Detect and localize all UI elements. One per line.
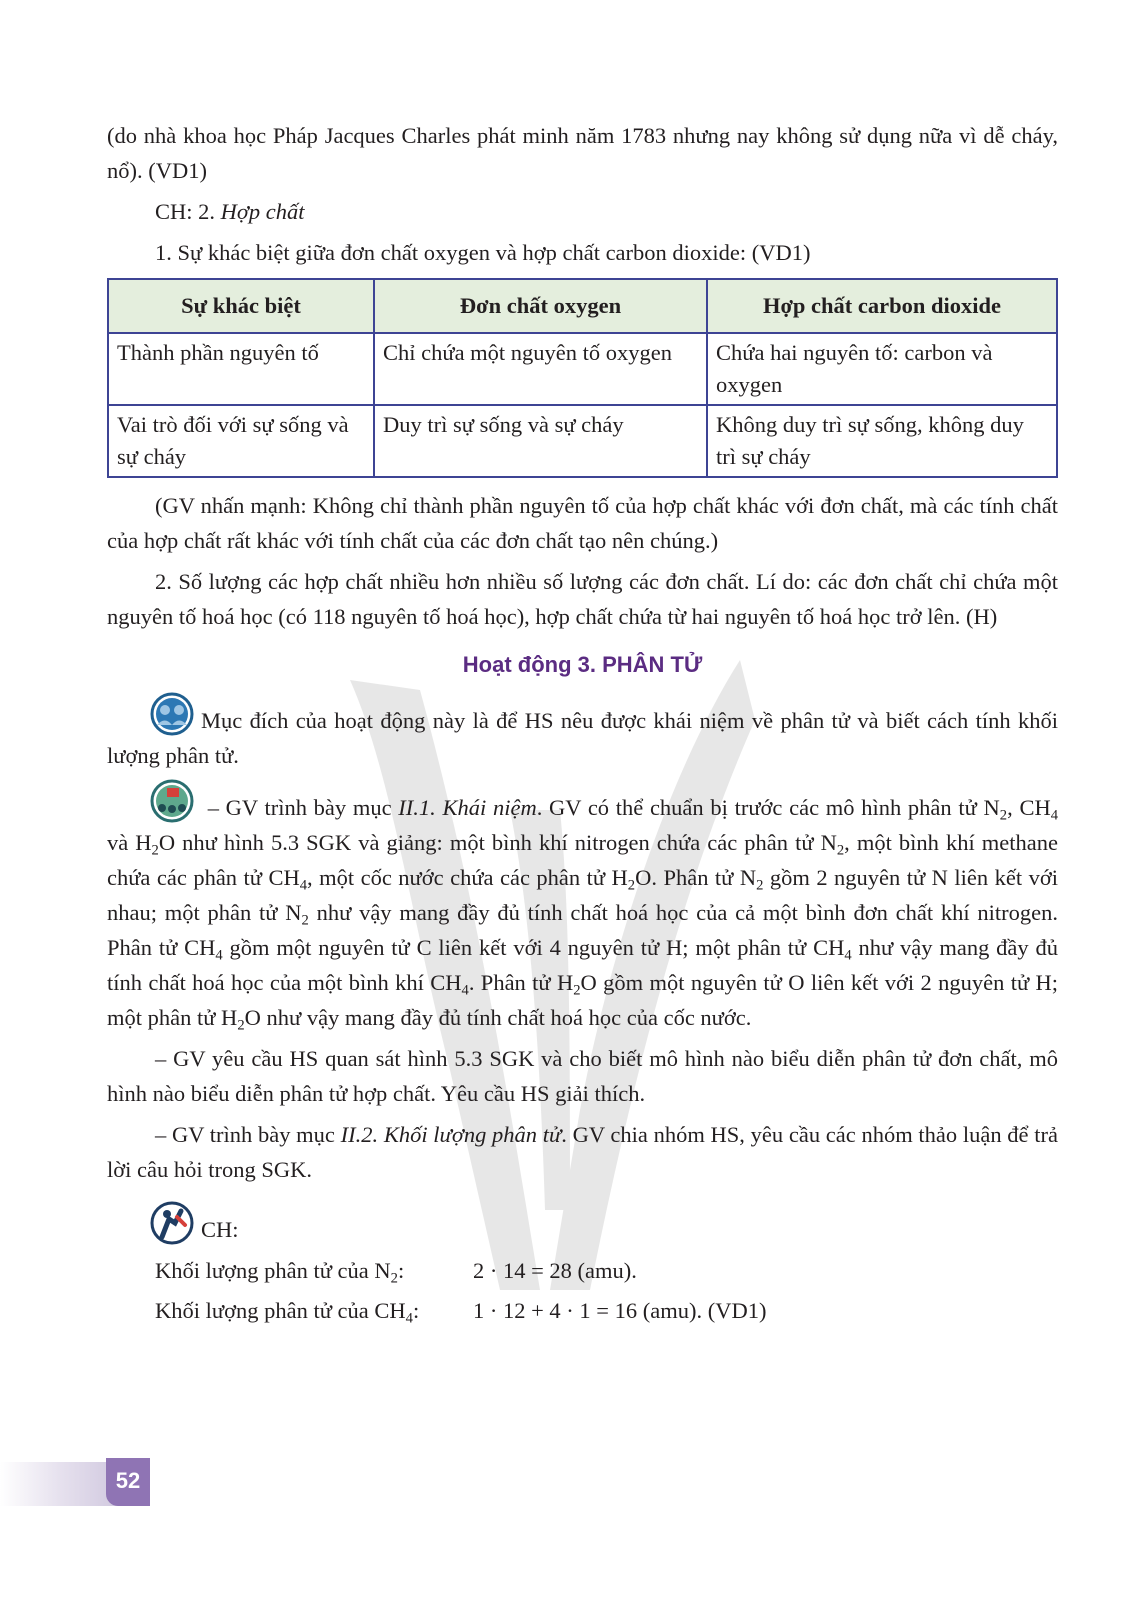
mass-paragraph: – GV trình bày mục II.2. Khối lượng phân tử. GV chia nhóm HS, yêu cầu các nhóm thảo luận để trả lời câu hỏi trong SGK. [107,1122,1058,1182]
activity-title: Hoạt động 3. PHÂN TỬ [462,652,703,677]
ch-answer-heading: CH: [107,1201,1058,1247]
calc-value: 2 · 14 = 28 (amu). [473,1258,637,1283]
table-header: Hợp chất carbon dioxide [707,279,1057,333]
comparison-table [107,278,1058,478]
calc-row-n2: Khối lượng phân tử của $N_2$: 2 · 14 = 28 (amu). [107,1251,1058,1291]
ch-heading: CH: 2. Hợp chất [155,199,305,224]
table-header: Đơn chất oxygen [374,279,707,333]
table-cell: Chứa hai nguyên tố: carbon và oxygen [707,333,1057,405]
intro-line: (do nhà khoa học Pháp Jacques Charles phát minh năm 1783 nhưng nay không sử dụng nữa vì dễ cháy, nổ). (VD1) [107,123,1058,183]
calc-row-ch4: Khối lượng phân tử của $CH_4$: 1 · 12 + 4 · 1 = 16 (amu). (VD1) [107,1291,1058,1331]
teacher-paragraph: – GV trình bày mục II.1. Khái niệm. GV có thể chuẩn bị trước các mô hình phân tử $N_2$, $CH_4$ và $H_2O$ như hình 5.3 SGK và giảng: một bình khí nitrogen chứa các phân tử $N_2$, một bình khí methane chứa các phân tử $CH_4$, một cốc nước chứa các phân tử $H_2O$. Phân tử $N_2$ gồm 2 nguyên tử N liên kết với nhau; một phân tử $N_2$ như vậy mang đầy đủ tính chất hoá học của cả một bình đơn chất khí nitrogen. Phân tử $CH_4$ gồm một nguyên tử C liên kết với 4 nguyên tử H; một phân tử $CH_4$ như vậy mang đầy đủ tính chất hoá học của một bình khí $CH_4$. Phân tử $H_2O$ gồm một nguyên tử O liên kết với 2 nguyên tử H; một phân tử $H_2O$ như vậy mang đầy đủ tính chất hoá học của cốc nước. [107,779,1058,1035]
table-row [108,405,1057,477]
calc-value: 1 · 12 + 4 · 1 = 16 (amu). (VD1) [473,1298,767,1323]
table-cell: Thành phần nguyên tố [108,333,374,405]
table-cell: Chỉ chứa một nguyên tố oxygen [374,333,707,405]
table-cell: Vai trò đối với sự sống và sự cháy [108,405,374,477]
table-header-row [108,279,1057,333]
table-header: Sự khác biệt [108,279,374,333]
table-cell: Duy trì sự sống và sự cháy [374,405,707,477]
purpose-paragraph: Mục đích của hoạt động này là để HS nêu được khái niệm về phân tử và biết cách tính khối lượng phân tử. [107,692,1058,773]
observe-paragraph: – GV yêu cầu HS quan sát hình 5.3 SGK và cho biết mô hình nào biểu diễn phân tử đơn chất, mô hình nào biểu diễn phân tử hợp chất. Yêu cầu HS giải thích. [107,1046,1058,1106]
question-2: 2. Số lượng các hợp chất nhiều hơn nhiều số lượng các đơn chất. Lí do: các đơn chất chỉ chứa một nguyên tố hoá học (có 118 nguyên tố hoá học), hợp chất chứa từ hai nguyên tố hoá học trở lên. (H) [107,569,1058,629]
question-1: 1. Sự khác biệt giữa đơn chất oxygen và hợp chất carbon dioxide: (VD1) [155,240,811,265]
page-number: 52 [106,1458,150,1506]
gv-note: (GV nhấn mạnh: Không chỉ thành phần nguyên tố của hợp chất khác với đơn chất, mà các tính chất của hợp chất rất khác với tính chất của các đơn chất tạo nên chúng.) [107,493,1058,553]
teacher-icon [147,779,197,823]
page-content [107,118,1058,1331]
table-row [108,333,1057,405]
question-icon [147,1201,197,1245]
group-icon [147,692,197,736]
table-cell: Không duy trì sự sống, không duy trì sự cháy [707,405,1057,477]
